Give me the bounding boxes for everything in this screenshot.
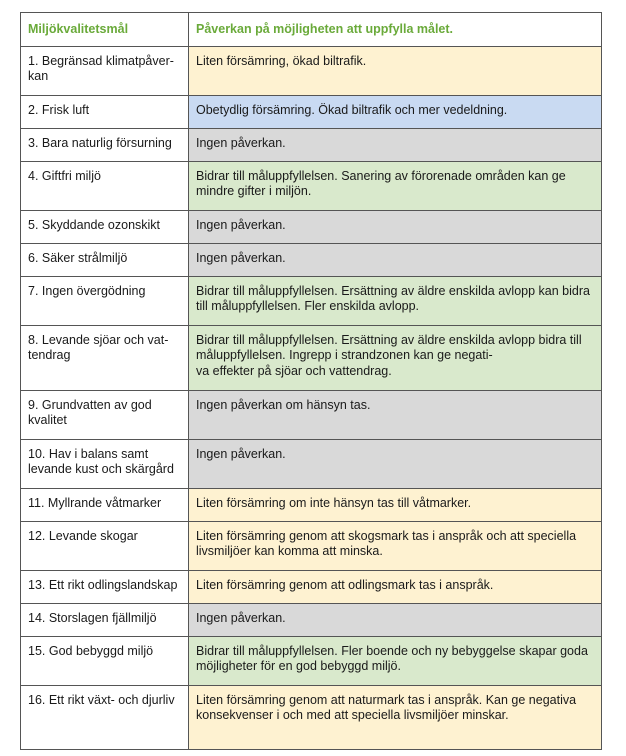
impact-cell: Ingen påverkan. xyxy=(189,210,602,243)
goal-cell: 3. Bara naturlig försurning xyxy=(21,128,189,161)
table-row xyxy=(21,521,602,570)
table-row xyxy=(21,243,602,276)
table-row xyxy=(21,325,602,390)
goal-cell: 11. Myllrande våtmarker xyxy=(21,488,189,521)
table-row xyxy=(21,161,602,210)
impact-cell: Liten försämring genom att skogsmark tas i anspråk och att speciella livsmiljöer kan komma att minska. xyxy=(189,521,602,570)
impact-cell: Ingen påverkan. xyxy=(189,603,602,636)
environmental-goals-table xyxy=(20,12,602,750)
table-header-row xyxy=(21,13,602,47)
table-row xyxy=(21,276,602,325)
goal-cell: 14. Storslagen fjällmiljö xyxy=(21,603,189,636)
table-row xyxy=(21,128,602,161)
goal-cell: 5. Skyddande ozonskikt xyxy=(21,210,189,243)
table-row xyxy=(21,46,602,95)
goal-cell: 13. Ett rikt odlingslandskap xyxy=(21,570,189,603)
goal-cell: 1. Begränsad klimatpåver- kan xyxy=(21,46,189,95)
table-row xyxy=(21,570,602,603)
table-row xyxy=(21,603,602,636)
impact-cell: Obetydlig försämring. Ökad biltrafik och mer vedeldning. xyxy=(189,95,602,128)
goal-cell: 12. Levande skogar xyxy=(21,521,189,570)
goal-cell: 6. Säker strålmiljö xyxy=(21,243,189,276)
impact-cell: Ingen påverkan. xyxy=(189,128,602,161)
table-row xyxy=(21,390,602,439)
impact-cell: Bidrar till måluppfyllelsen. Fler boende och ny bebyggelse skapar goda möjligheter för en god bebyggd miljö. xyxy=(189,636,602,685)
goal-cell: 2. Frisk luft xyxy=(21,95,189,128)
goal-cell: 10. Hav i balans samt levande kust och skärgård xyxy=(21,439,189,488)
impact-cell: Ingen påverkan. xyxy=(189,439,602,488)
table-row xyxy=(21,636,602,685)
impact-cell: Bidrar till måluppfyllelsen. Sanering av förorenade områden kan ge mindre gifter i miljön. xyxy=(189,161,602,210)
goal-cell: 7. Ingen övergödning xyxy=(21,276,189,325)
table-row xyxy=(21,210,602,243)
goal-cell: 8. Levande sjöar och vat- tendrag xyxy=(21,325,189,390)
impact-cell: Ingen påverkan. xyxy=(189,243,602,276)
goal-cell: 16. Ett rikt växt- och djurliv xyxy=(21,685,189,749)
goal-cell: 4. Giftfri miljö xyxy=(21,161,189,210)
table-row xyxy=(21,95,602,128)
header-impact: Påverkan på möjligheten att uppfylla målet. xyxy=(189,13,602,47)
impact-cell: Liten försämring genom att odlingsmark tas i anspråk. xyxy=(189,570,602,603)
impact-cell: Liten försämring genom att naturmark tas i anspråk. Kan ge negativa konsekvenser i och med att speciella livsmiljöer minskar. xyxy=(189,685,602,749)
goal-cell: 15. God bebyggd miljö xyxy=(21,636,189,685)
table-row xyxy=(21,439,602,488)
table-row xyxy=(21,488,602,521)
impact-cell: Liten försämring, ökad biltrafik. xyxy=(189,46,602,95)
header-goal: Miljökvalitetsmål xyxy=(21,13,189,47)
impact-cell: Bidrar till måluppfyllelsen. Ersättning av äldre enskilda avlopp bidra till måluppfyllelsen. Ingrepp i strandzonen kan ge negati- va effekter på sjöar och vattendrag. xyxy=(189,325,602,390)
impact-cell: Bidrar till måluppfyllelsen. Ersättning av äldre enskilda avlopp kan bidra till måluppfyllelsen. Fler enskilda avlopp. xyxy=(189,276,602,325)
impact-cell: Liten försämring om inte hänsyn tas till våtmarker. xyxy=(189,488,602,521)
table-row xyxy=(21,685,602,749)
impact-cell: Ingen påverkan om hänsyn tas. xyxy=(189,390,602,439)
goal-cell: 9. Grundvatten av god kvalitet xyxy=(21,390,189,439)
